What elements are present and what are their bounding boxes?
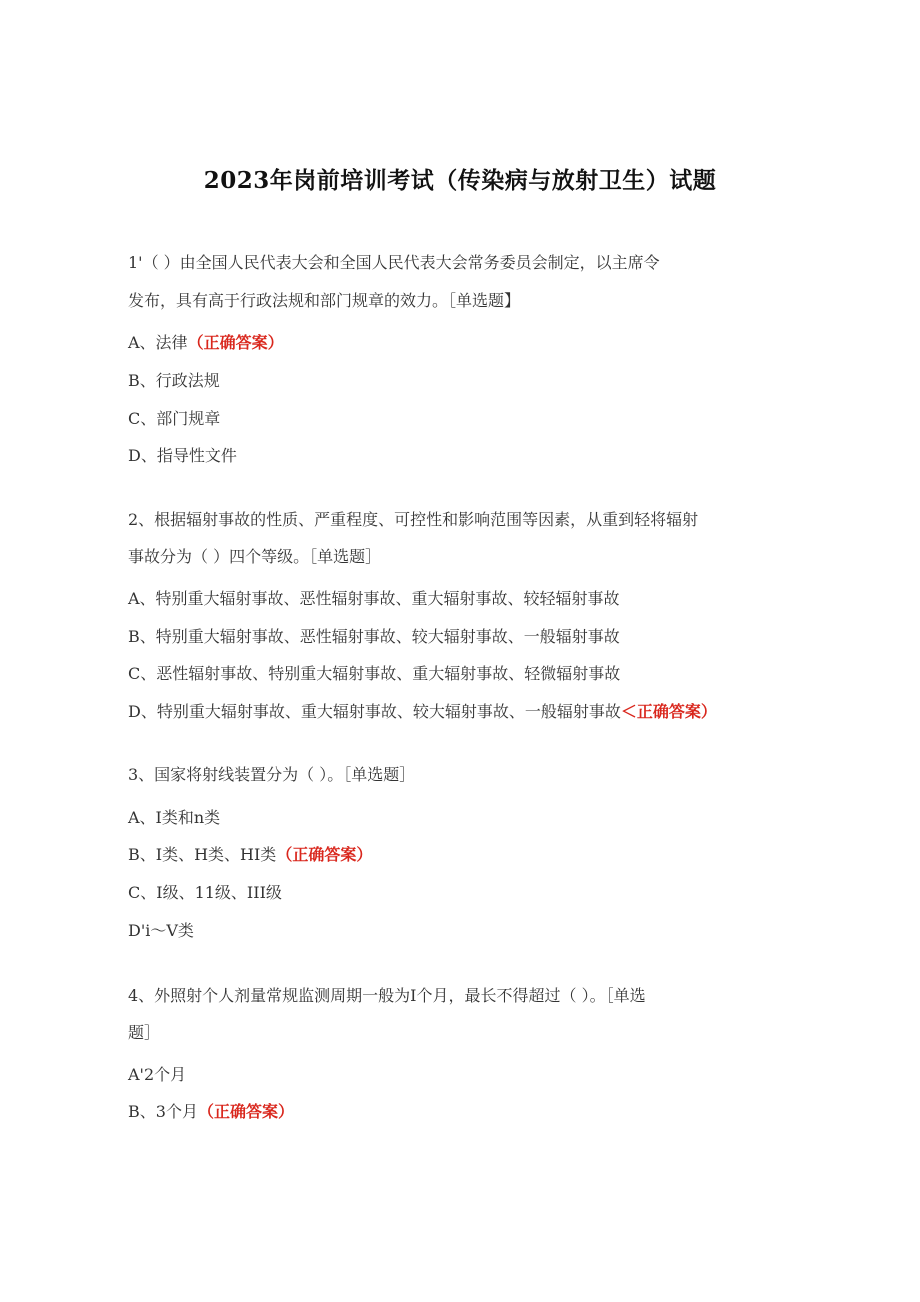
question-2-option-a: A、特别重大辐射事故、恶性辐射事故、重大辐射事故、较轻辐射事故 (128, 589, 620, 608)
question-3-option-a: A、I类和n类 (128, 808, 221, 827)
correct-answer-mark: （正确答案） (197, 1102, 294, 1121)
question-2-option-d (128, 701, 717, 723)
question-1-option-a (128, 332, 284, 354)
option-text: D、特别重大辐射事故、重大辐射事故、较大辐射事故、一般辐射事故 (128, 702, 621, 721)
question-4-stem-line-1: 4、外照射个人剂量常规监测周期一般为I个月，最长不得超过（ ）。［单选 (128, 986, 646, 1005)
question-1-option-c: C、部门规章 (128, 409, 221, 428)
correct-answer-mark: ＜正确答案） (620, 702, 717, 721)
correct-answer-mark: （正确答案） (276, 845, 373, 864)
option-text: B、I类、H类、HI类 (128, 845, 277, 864)
question-4-stem-line-2: 题］ (128, 1023, 161, 1042)
question-2-stem-line-1: 2、根据辐射事故的性质、严重程度、可控性和影响范围等因素，从重到轻将辐射 (128, 510, 699, 529)
question-1-option-b: B、行政法规 (128, 371, 220, 390)
option-text: A、法律 (128, 333, 188, 352)
question-1-option-d: D、指导性文件 (128, 446, 237, 465)
question-2-option-c: C、恶性辐射事故、特别重大辐射事故、重大辐射事故、轻微辐射事故 (128, 664, 621, 683)
question-4-option-b (128, 1101, 294, 1123)
question-1-stem-line-2: 发布，具有高于行政法规和部门规章的效力。［单选题】 (128, 291, 521, 310)
page-title: 2023年岗前培训考试（传染病与放射卫生）试题 (203, 167, 717, 194)
question-3-option-b (128, 844, 372, 866)
question-2-option-b: B、特别重大辐射事故、恶性辐射事故、较大辐射事故、一般辐射事故 (128, 627, 620, 646)
correct-answer-mark: （正确答案） (187, 333, 284, 352)
question-3-option-d: D'i～V类 (128, 921, 194, 940)
question-3-option-c: C、I级、11级、III级 (128, 883, 282, 902)
question-3-stem-line-1: 3、国家将射线装置分为（ ）。［单选题］ (128, 765, 416, 784)
question-4-option-a: A'2个月 (128, 1065, 187, 1084)
option-text: B、3个月 (128, 1102, 198, 1121)
question-1-stem-line-1: 1'（ ）由全国人民代表大会和全国人民代表大会常务委员会制定，以主席令 (128, 253, 660, 272)
question-2-stem-line-2: 事故分为（ ）四个等级。［单选题］ (128, 547, 382, 566)
